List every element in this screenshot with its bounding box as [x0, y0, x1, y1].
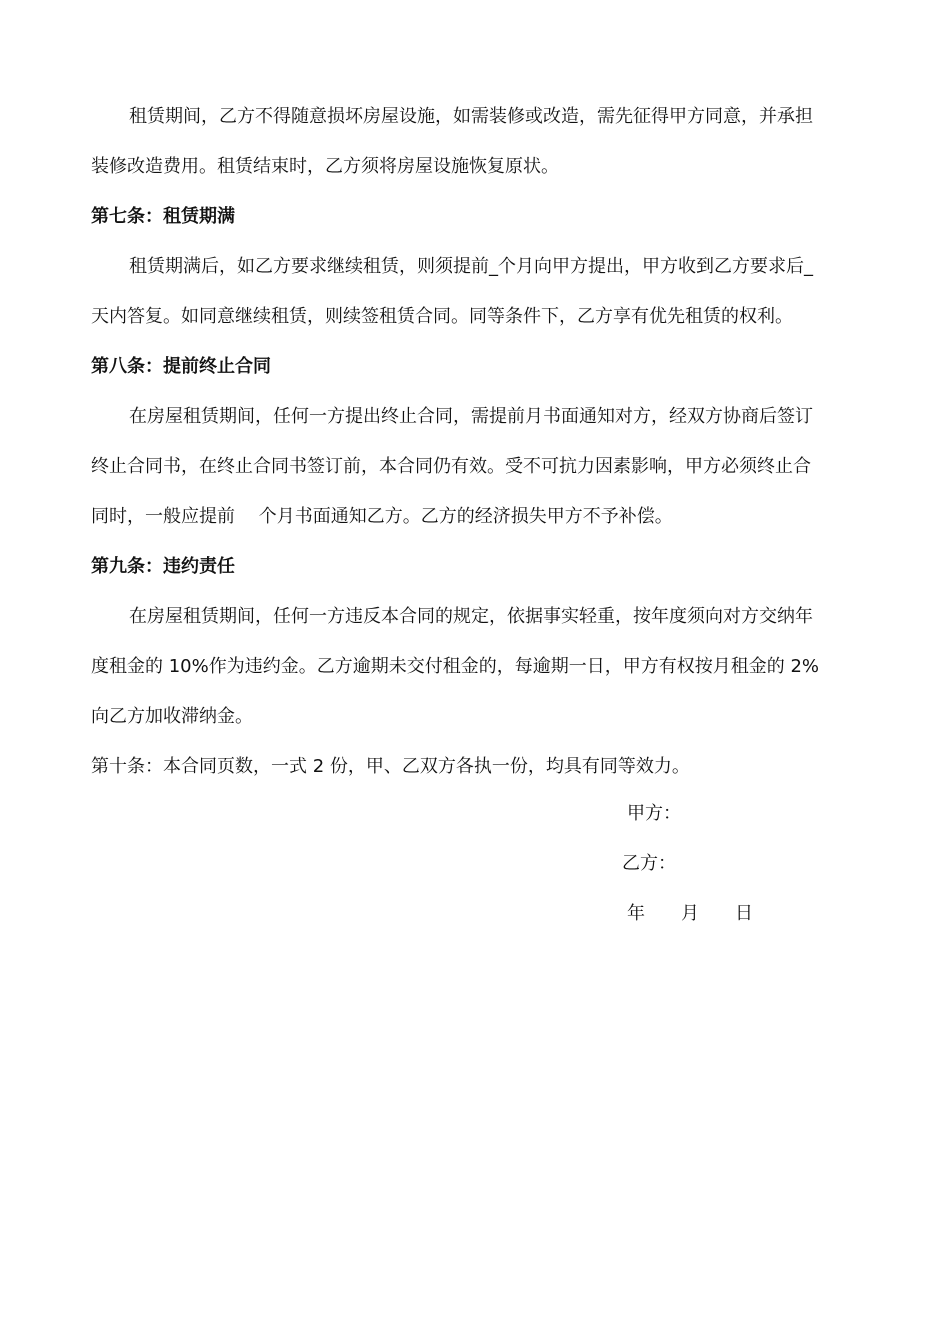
article-9-heading: 第九条：违约责任 — [91, 556, 235, 577]
paragraph-line: 在房屋租赁期间，任何一方提出终止合同，需提前月书面通知对方，经双方协商后签订 — [129, 406, 813, 427]
paragraph-line: 租赁期间，乙方不得随意损坏房屋设施，如需装修或改造，需先征得甲方同意，并承担 — [129, 106, 813, 127]
paragraph-line: 装修改造费用。租赁结束时，乙方须将房屋设施恢复原状。 — [91, 156, 559, 177]
article-8-heading: 第八条：提前终止合同 — [91, 356, 271, 377]
paragraph-line: 租赁期满后，如乙方要求继续租赁，则须提前_个月向甲方提出，甲方收到乙方要求后_ — [129, 256, 813, 277]
paragraph-line: 同时，一般应提前 个月书面通知乙方。乙方的经济损失甲方不予补偿。 — [91, 506, 673, 527]
paragraph-line: 度租金的 10%作为违约金。乙方逾期未交付租金的，每逾期一日，甲方有权按月租金的 2% — [91, 656, 820, 677]
paragraph-line: 天内答复。如同意继续租赁，则续签租赁合同。同等条件下，乙方享有优先租赁的权利。 — [91, 306, 793, 327]
party-a-signature-label: 甲方： — [627, 803, 681, 824]
paragraph-line: 在房屋租赁期间，任何一方违反本合同的规定，依据事实轻重，按年度须向对方交纳年 — [129, 606, 813, 627]
signature-date: 年 月 日 — [627, 903, 753, 924]
paragraph-line: 终止合同书，在终止合同书签订前，本合同仍有效。受不可抗力因素影响，甲方必须终止合 — [91, 456, 811, 477]
paragraph-line: 向乙方加收滞纳金。 — [91, 706, 253, 727]
party-b-signature-label: 乙方： — [622, 853, 676, 874]
article-7-heading: 第七条：租赁期满 — [91, 206, 235, 227]
contract-text — [91, 92, 861, 792]
article-10-line: 第十条：本合同页数，一式 2 份，甲、乙双方各执一份，均具有同等效力。 — [91, 756, 690, 777]
